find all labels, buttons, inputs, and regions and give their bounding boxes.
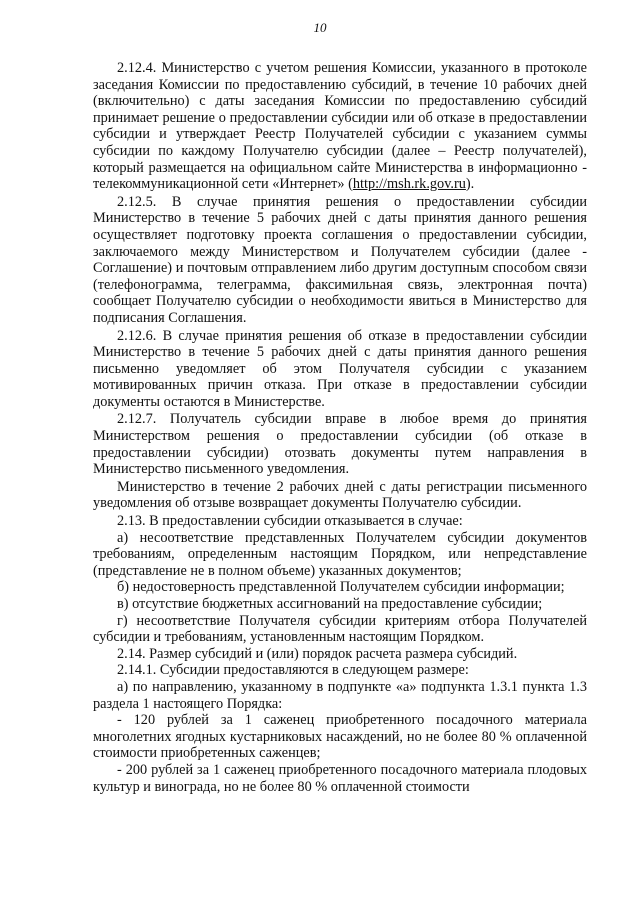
paragraph-2-12-4 xyxy=(93,60,587,193)
subsidy-rate-berry-bushes: - 120 рублей за 1 саженец приобретенного посадочного материала многолетних ягодных кустарниковых насаждений, но не более 80 % оплаченной стоимости приобретенных саженцев; xyxy=(93,712,587,762)
paragraph-withdrawal-return: Министерство в течение 2 рабочих дней с даты регистрации письменного уведомления об отзыве возвращает документы Получателю субсидии. xyxy=(93,478,587,512)
paragraph-2-12-7: 2.12.7. Получатель субсидии вправе в любое время до принятия Министерством решения о предоставлении субсидии (об отказе в предоставлении субсидии) отозвать документы путем направления в Министерство письменного уведомления. xyxy=(93,411,587,478)
ministry-website-link[interactable]: http://msh.rk.gov.ru xyxy=(352,176,466,193)
document-body xyxy=(93,60,587,795)
paragraph-2-12-6: 2.12.6. В случае принятия решения об отказе в предоставлении субсидии Министерство в течение 5 рабочих дней с даты принятия данного решения письменно уведомляет об этом Получателя субсидии с указанием мотивированных причин отказа. При отказе в предоставлении субсидии документы остаются в Министерстве. xyxy=(93,327,587,410)
list-item-b: б) недостоверность представленной Получателем субсидии информации; xyxy=(117,579,565,596)
page-number: 10 xyxy=(313,20,327,35)
paragraph-2-13: 2.13. В предоставлении субсидии отказывается в случае: xyxy=(117,513,463,530)
paragraph-text: 2.12.4. Министерство с учетом решения Комиссии, указанного в протоколе заседания Комиссии по предоставлению субсидий, в течение 10 рабочих дней (включительно) с даты заседания Комиссии по предоставлению субсидий принимает решение о предоставлении субсидии или об отказе в предоставлении субсидии и утверждает Реестр Получателей субсидии с указанием суммы субсидии по каждому Получателю субсидии (далее – Реестр получателей), который размещается на официальном сайте Министерства в информационно - телекоммуникационной сети «Интернет» ( xyxy=(93,60,587,193)
paragraph-2-14-1: 2.14.1. Субсидии предоставляются в следующем размере: xyxy=(117,662,469,679)
paragraph-2-12-5: 2.12.5. В случае принятия решения о предоставлении субсидии Министерство в течение 5 рабочих дней с даты принятия данного решения осуществляет подготовку проекта соглашения о предоставлении субсидии, заключаемого между Министерством и Получателем субсидии (далее - Соглашение) и почтовым отправлением либо другим доступным способом связи (телефонограмма, телеграмма, факсимильная связь, электронная почта) сообщает Получателю субсидии о необходимости явиться в Министерство для подписания Соглашения. xyxy=(93,193,587,326)
subsidy-direction-a: а) по направлению, указанному в подпункте «а» подпункта 1.3.1 пункта 1.3 раздела 1 настоящего Порядка: xyxy=(93,678,587,712)
subsidy-rate-fruit-grapes: - 200 рублей за 1 саженец приобретенного посадочного материала плодовых культур и винограда, но не более 80 % оплаченной стоимости xyxy=(93,761,587,795)
list-item-g: г) несоответствие Получателя субсидии критериям отбора Получателей субсидии и требованиям, установленным настоящим Порядком. xyxy=(93,612,587,646)
list-item-v: в) отсутствие бюджетных ассигнований на предоставление субсидии; xyxy=(117,596,543,612)
list-item-a: а) несоответствие представленных Получателем субсидии документов требованиям, определенным настоящим Порядком, или непредставление (представление не в полном объеме) указанных документов; xyxy=(93,529,587,579)
paragraph-2-14: 2.14. Размер субсидий и (или) порядок расчета размера субсидий. xyxy=(117,645,518,662)
paragraph-tail: ). xyxy=(465,176,475,193)
